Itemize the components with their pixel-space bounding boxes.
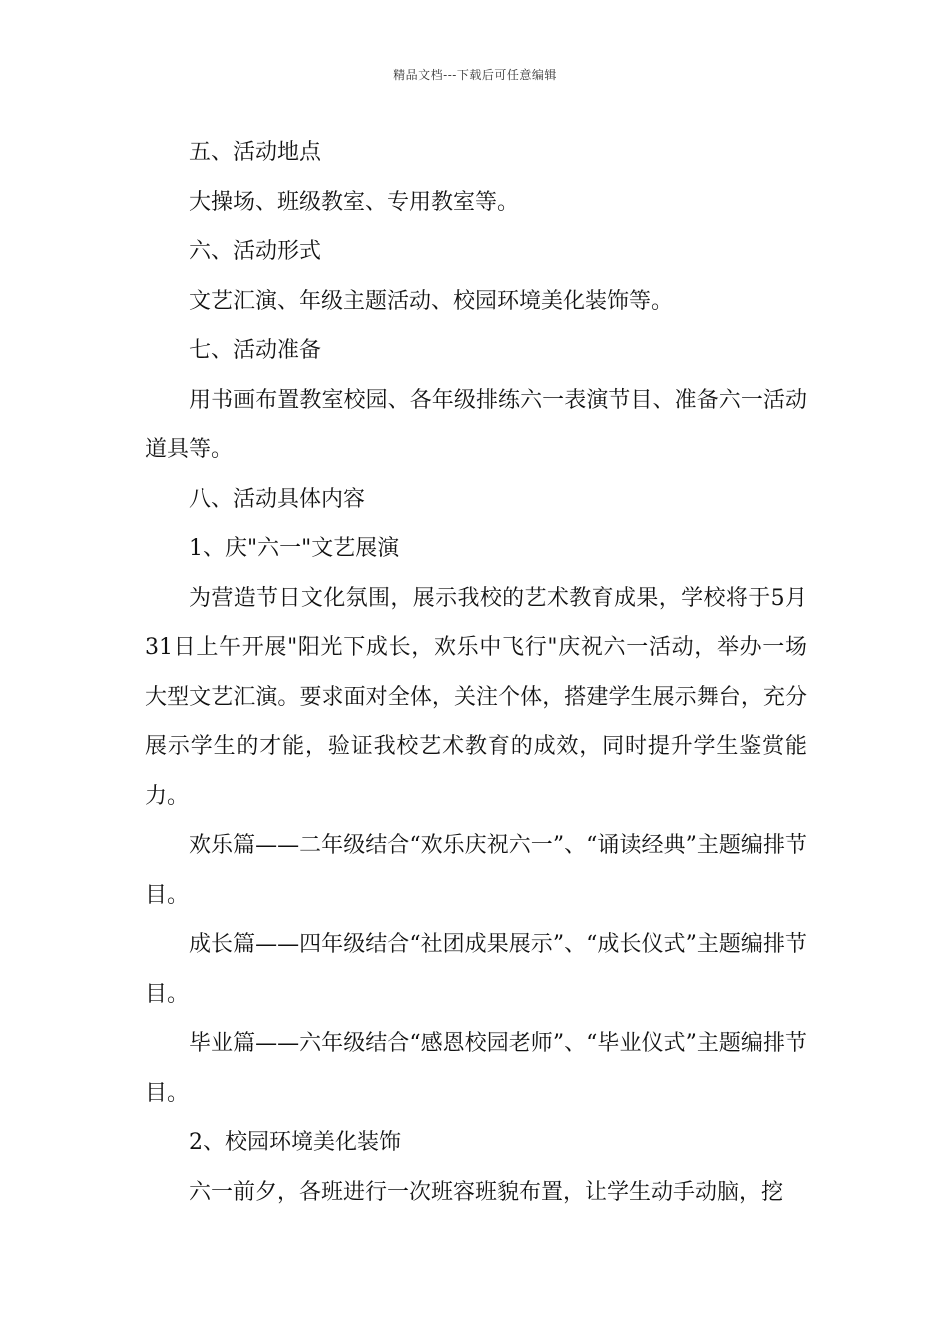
section-heading-form: 六、活动形式 — [189, 239, 322, 264]
subheading-performance: 1、庆"六一"文艺展演 — [189, 536, 400, 561]
section-heading-preparation: 七、活动准备 — [189, 338, 322, 363]
section-heading-location: 五、活动地点 — [189, 140, 322, 165]
paragraph-decoration: 六一前夕，各班进行一次班容班貌布置，让学生动手动脑，挖 — [189, 1179, 784, 1205]
paragraph-preparation: 用书画布置教室校园、各年级排练六一表演节目、准备六一活动道具等。 — [145, 387, 807, 462]
subheading-decoration: 2、校园环境美化装饰 — [189, 1130, 401, 1155]
paragraph-graduation-chapter: 毕业篇——六年级结合“感恩校园老师”、“毕业仪式”主题编排节目。 — [145, 1031, 807, 1106]
paragraph-growth-chapter: 成长篇——四年级结合“社团成果展示”、“成长仪式”主题编排节目。 — [145, 932, 807, 1007]
document-body — [145, 128, 807, 1217]
page-header: 精品文档---下载后可任意编辑 — [393, 68, 557, 82]
section-heading-content: 八、活动具体内容 — [189, 486, 366, 512]
paragraph-joy-chapter: 欢乐篇——二年级结合“欢乐庆祝六一”、“诵读经典”主题编排节目。 — [145, 833, 807, 908]
paragraph-location: 大操场、班级教室、专用教室等。 — [189, 189, 520, 215]
paragraph-performance: 为营造节日文化氛围，展示我校的艺术教育成果，学校将于5月31日上午开展"阳光下成长，欢乐中飞行"庆祝六一活动，举办一场大型文艺汇演。要求面对全体，关注个体，搭建学生展示舞台，充分展示学生的才能，验证我校艺术教育的成效，同时提升学生鉴赏能力。 — [145, 585, 807, 809]
paragraph-form: 文艺汇演、年级主题活动、校园环境美化装饰等。 — [189, 288, 674, 314]
